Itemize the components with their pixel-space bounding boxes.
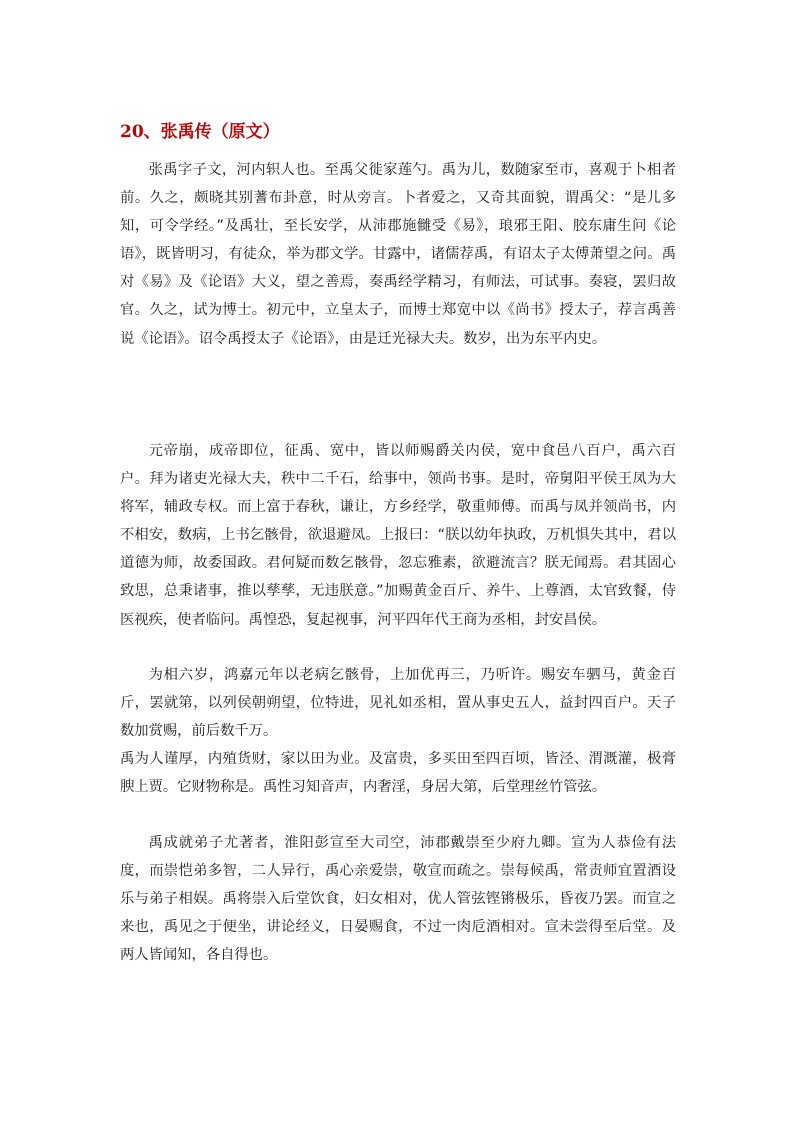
paragraph-5: 禹成就弟子尤著者，淮阳彭宣至大司空，沛郡戴崇至少府九卿。宣为人恭俭有法度，而崇恺弟多智，二人异行，禹心亲爱崇，敬宣而疏之。崇每候禹，常责师宜置酒设乐与弟子相娱。禹将崇入后堂饮食，妇女相对，优人管弦铿锵极乐，昏夜乃罢。而宣之来也，禹见之于便坐，讲论经义，日晏赐食，不过一肉卮酒相对。宣未尝得至后堂。及两人皆闻知，各自得也。	[120, 835, 676, 964]
title-number: 20、	[120, 122, 161, 142]
paragraph-2: 元帝崩，成帝即位，征禹、宽中，皆以师赐爵关内侯，宽中食邑八百户，禹六百户。拜为诸吏光禄大夫，秩中二千石，给事中，领尚书事。是时，帝舅阳平侯王凤为大将军，辅政专权。而上富于春秋，谦让，方乡经学，敬重师傅。而禹与凤并领尚书，内不相安，数病，上书乞骸骨，欲退避凤。上报曰：“朕以幼年执政，万机惧失其中，君以道德为师，故委国政。君何疑而数乞骸骨，忽忘雅素，欲避流言？朕无闻焉。君其固心致思，总秉诸事，推以孳孳，无违朕意。”加赐黄金百斤、养牛、上尊酒，太官致餐，侍医视疾，使者临问。禹惶恐，复起视事，河平四年代王商为丞相，封安昌侯。	[120, 443, 676, 628]
paragraph-3: 为相六岁，鸿嘉元年以老病乞骸骨，上加优再三，乃听许。赐安车驷马，黄金百斤，罢就第，以列侯朝朔望，位特进，见礼如丞相，置从事史五人，益封四百户。天子数加赏赐，前后数千万。	[120, 667, 676, 740]
paragraph-1: 张禹字子文，河内轵人也。至禹父徙家莲勺。禹为儿，数随家至市，喜观于卜相者前。久之，颇晓其别蓍布卦意，时从旁言。卜者爱之，又奇其面貌，谓禹父：“是儿多知，可令学经。”及禹壮，至长安学，从沛郡施雠受《易》，琅邪王阳、胶东庸生问《论语》，既皆明习，有徒众，举为郡文学。甘露中，诸儒荐禹，有诏太子太傅萧望之问。禹对《易》及《论语》大义，望之善焉，奏禹经学精习，有师法，可试事。奏寝，罢归故官。久之，试为博士。初元中，立皇太子，而博士郑宽中以《尚书》授太子，荐言禹善说《论语》。诏令禹授太子《论语》，由是迁光禄大夫。数岁，出为东平内史。	[120, 162, 676, 347]
paragraph-4: 禹为人谨厚，内殖货财，家以田为业。及富贵，多买田至四百顷，皆泾、渭溉灌，极膏腴上贾。它财物称是。禹性习知音声，内奢淫，身居大第，后堂理丝竹管弦。	[120, 751, 676, 796]
title-text: 张禹传（原文）	[160, 122, 280, 142]
page-title	[120, 120, 280, 144]
